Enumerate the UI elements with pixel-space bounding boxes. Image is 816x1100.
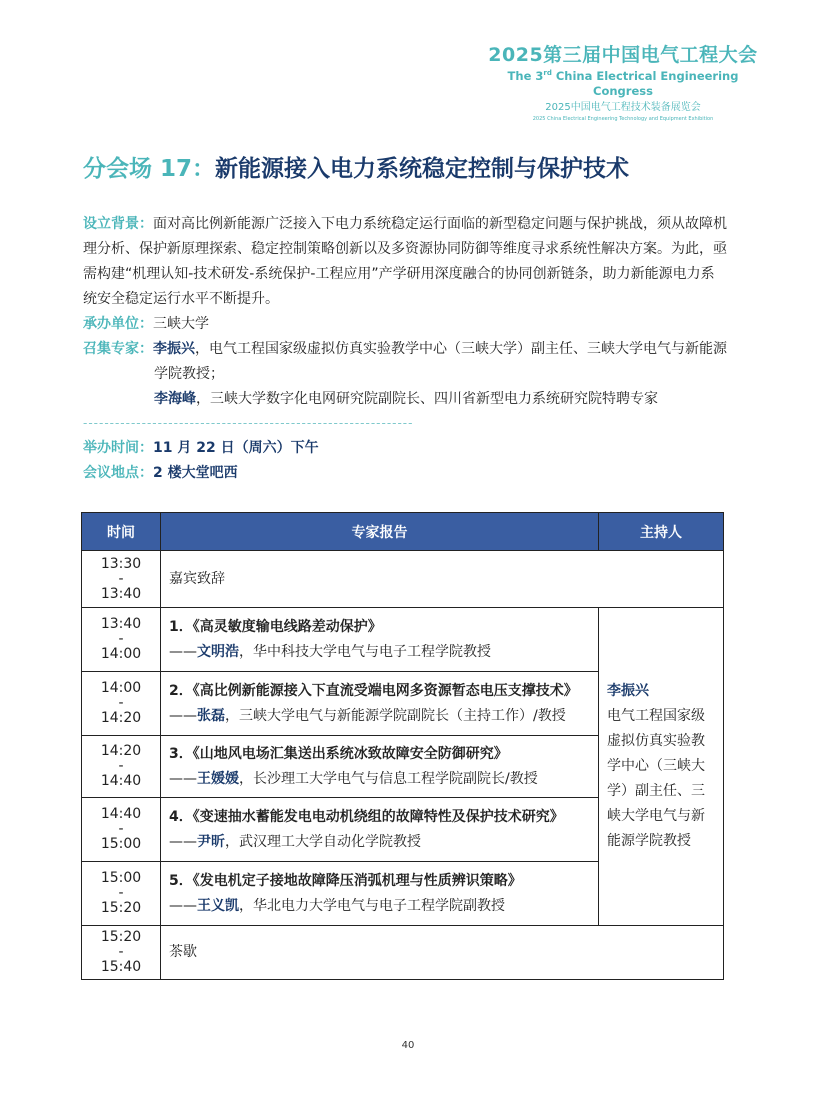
host-unit-value: 三峡大学 [153, 316, 209, 332]
convener-1-desc: ，电气工程国家级虚拟仿真实验教学中心（三峡大学）副主任、三峡大学电气与新能源学院教授； [154, 341, 727, 382]
host-unit-row [83, 312, 728, 337]
report-speaker-line: ——王媛媛，长沙理工大学电气与信息工程学院副院长/教授 [169, 770, 538, 787]
report-cell [161, 608, 599, 672]
report-cell [161, 736, 599, 798]
report-cell [161, 862, 599, 926]
report-title: 1．《高灵敏度输电线路差动保护》 [169, 618, 382, 635]
background-text: 面对高比例新能源广泛接入下电力系统稳定运行面临的新型稳定问题与保护挑战，须从故障机理分析、保护新原理探索、稳定控制策略创新以及多资源协同防御等维度寻求系统性解决方案。为此，亟需构建“机理认知-技术研发-系统保护-工程应用”产学研用深度融合的协同创新链条，助力新能源电力系统安全稳定运行水平不断提升。 [83, 216, 727, 307]
report-title: 3．《山地风电场汇集送出系统冰致故障安全防御研究》 [169, 745, 508, 762]
time-label: 举办时间： [83, 440, 153, 456]
convener-2-name: 李海峰 [154, 391, 196, 407]
divider: -------------------------------------------------------------- [83, 416, 414, 430]
opening-cell: 嘉宾致辞 [161, 551, 724, 608]
time-cell: 14:40 - 15:00 [82, 798, 161, 862]
time-cell: 14:20 - 14:40 [82, 736, 161, 798]
session-number: 分会场 17： [83, 156, 216, 182]
table-row [82, 608, 724, 672]
background-label: 设立背景： [83, 216, 153, 232]
page-title [83, 150, 629, 183]
report-cell [161, 672, 599, 736]
host-name: 李振兴 [607, 683, 649, 699]
background-paragraph [83, 212, 728, 312]
logo-title-en: The 3rd China Electrical Engineering Congress [507, 68, 739, 98]
header-time: 时间 [82, 513, 161, 551]
time-cell: 15:20 - 15:40 [82, 926, 161, 980]
table-row [82, 926, 724, 980]
convener-row-1 [83, 337, 728, 387]
report-cell [161, 798, 599, 862]
time-cell: 13:40 - 14:00 [82, 608, 161, 672]
time-cell: 14:00 - 14:20 [82, 672, 161, 736]
table-header-row [82, 513, 724, 551]
venue-row [83, 461, 728, 486]
logo-exhibition-cn: 2025中国电气工程技术装备展览会 [545, 101, 701, 113]
report-title: 4．《变速抽水蓄能发电电动机绕组的故障特性及保护技术研究》 [169, 808, 564, 825]
congress-logo [488, 44, 758, 123]
venue-value: 2 楼大堂吧西 [153, 465, 238, 481]
schedule-table [81, 512, 724, 980]
logo-title-cn: 2025第三届中国电气工程大会 [488, 44, 758, 66]
logo-exhibition-en: 2025 China Electrical Engineering Technology and Equipment Exhibition [532, 115, 714, 122]
session-info [83, 212, 728, 486]
convener-row-2 [83, 387, 728, 412]
time-cell: 15:00 - 15:20 [82, 862, 161, 926]
venue-label: 会议地点： [83, 465, 153, 481]
speaker-name: 王媛媛 [197, 770, 239, 787]
time-row [83, 436, 728, 461]
page-number: 40 [401, 1040, 415, 1051]
speaker-name: 王义凯 [197, 897, 239, 914]
header-host: 主持人 [599, 513, 724, 551]
host-desc: 电气工程国家级虚拟仿真实验教学中心（三峡大学）副主任、三峡大学电气与新能源学院教授 [607, 708, 705, 849]
time-value: 11 月 22 日（周六）下午 [153, 440, 319, 456]
break-cell: 茶歇 [161, 926, 724, 980]
speaker-name: 尹昕 [197, 833, 225, 850]
report-speaker-line: ——尹昕，武汉理工大学自动化学院教授 [169, 833, 421, 850]
report-title: 5．《发电机定子接地故障降压消弧机理与性质辨识策略》 [169, 872, 522, 889]
table-row [82, 551, 724, 608]
header-report: 专家报告 [161, 513, 599, 551]
speaker-name: 文明浩 [197, 643, 239, 660]
convener-1-name: 李振兴 [153, 341, 195, 357]
time-cell: 13:30 - 13:40 [82, 551, 161, 608]
report-speaker-line: ——文明浩，华中科技大学电气与电子工程学院教授 [169, 643, 491, 660]
report-title: 2．《高比例新能源接入下直流受端电网多资源暂态电压支撑技术》 [169, 682, 578, 699]
convener-label: 召集专家： [83, 341, 153, 357]
session-title: 新能源接入电力系统稳定控制与保护技术 [215, 156, 630, 182]
report-speaker-line: ——张磊，三峡大学电气与新能源学院副院长（主持工作）/教授 [169, 707, 566, 724]
speaker-name: 张磊 [197, 707, 225, 724]
host-cell [599, 608, 724, 926]
report-speaker-line: ——王义凯，华北电力大学电气与电子工程学院副教授 [169, 897, 505, 914]
host-unit-label: 承办单位： [83, 316, 153, 332]
convener-2-desc: ，三峡大学数字化电网研究院副院长、四川省新型电力系统研究院特聘专家 [196, 391, 658, 407]
